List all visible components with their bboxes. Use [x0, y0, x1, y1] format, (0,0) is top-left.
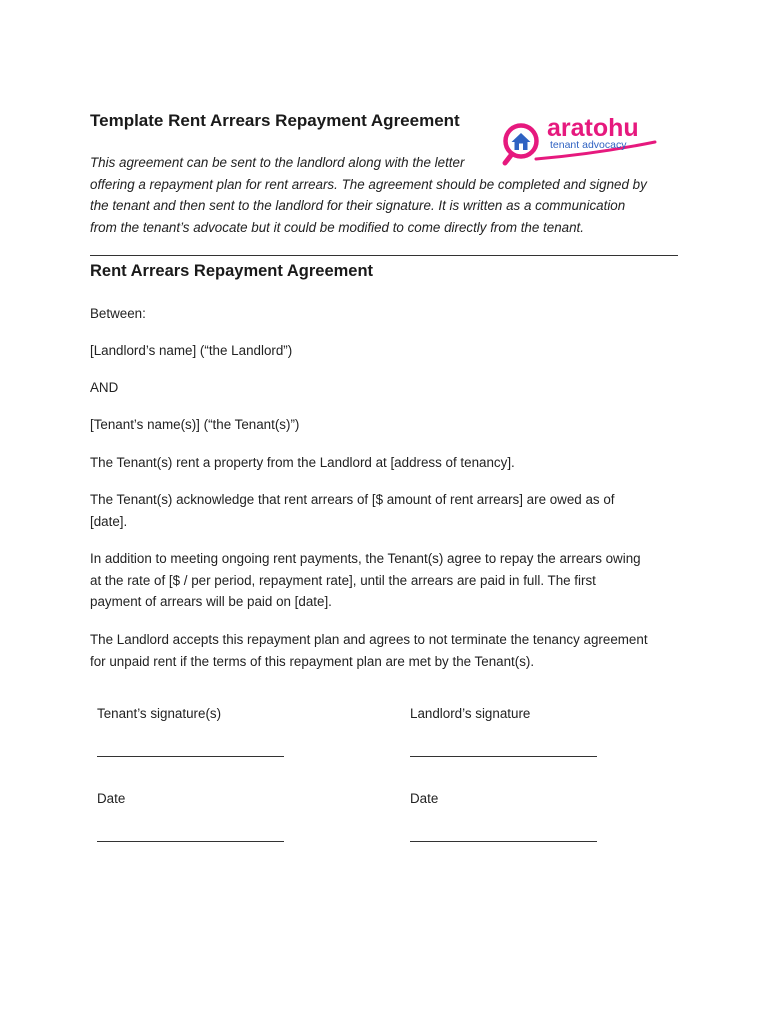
logo-brand-text: aratohu — [547, 114, 639, 142]
between-label — [90, 303, 680, 325]
intro-line: offering a repayment plan for rent arrears. The agreement should be completed and signed by — [90, 176, 647, 192]
repayment-clause-line: at the rate of [$ / per period, repayment rate], until the arrears are paid in full. The first — [90, 572, 596, 588]
tenant-date-line — [97, 841, 284, 842]
property-clause-text: The Tenant(s) rent a property from the Landlord at [address of tenancy]. — [90, 455, 515, 470]
repayment-clause-line: payment of arrears will be paid on [date]. — [90, 594, 332, 610]
acceptance-clause — [90, 629, 680, 672]
acknowledge-clause-line: [date]. — [90, 513, 128, 529]
between-text: Between: — [90, 306, 146, 321]
landlord-date-line — [410, 841, 597, 842]
tenant-name-text: [Tenant’s name(s)] (“the Tenant(s)”) — [90, 417, 300, 432]
acceptance-clause-line: The Landlord accepts this repayment plan and agrees to not terminate the tenancy agreement — [90, 632, 648, 647]
repayment-clause-line: In addition to meeting ongoing rent payments, the Tenant(s) agree to repay the arrears owing — [90, 551, 641, 566]
landlord-name-line — [90, 340, 680, 362]
intro-line: the tenant and then sent to the landlord for their signature. It is written as a communication — [90, 198, 626, 214]
acknowledge-clause-line: The Tenant(s) acknowledge that rent arrears of [$ amount of rent arrears] are owed as of — [90, 492, 615, 507]
acknowledge-clause — [90, 489, 680, 532]
landlord-signature-line — [410, 756, 597, 757]
section-divider — [90, 255, 678, 256]
landlord-date-label: Date — [410, 791, 439, 806]
landlord-name-text: [Landlord’s name] (“the Landlord”) — [90, 343, 293, 358]
intro-paragraph — [90, 152, 680, 239]
agreement-heading: Rent Arrears Repayment Agreement — [90, 262, 374, 280]
tenant-signature-label: Tenant’s signature(s) — [97, 706, 222, 721]
intro-line: This agreement can be sent to the landlord along with the letter — [90, 155, 465, 170]
intro-line: from the tenant’s advocate but it could be modified to come directly from the tenant. — [90, 220, 584, 236]
tenant-signature-line — [97, 756, 284, 757]
and-label — [90, 377, 680, 399]
landlord-signature-label: Landlord’s signature — [410, 706, 531, 721]
and-text: AND — [90, 380, 119, 395]
logo-tagline-text: tenant advocacy — [550, 139, 627, 151]
property-clause — [90, 452, 680, 474]
repayment-clause — [90, 548, 680, 613]
tenant-name-line — [90, 414, 680, 436]
acceptance-clause-line: for unpaid rent if the terms of this repayment plan are met by the Tenant(s). — [90, 653, 535, 669]
document-title: Template Rent Arrears Repayment Agreement — [90, 111, 460, 130]
tenant-date-label: Date — [97, 791, 126, 806]
